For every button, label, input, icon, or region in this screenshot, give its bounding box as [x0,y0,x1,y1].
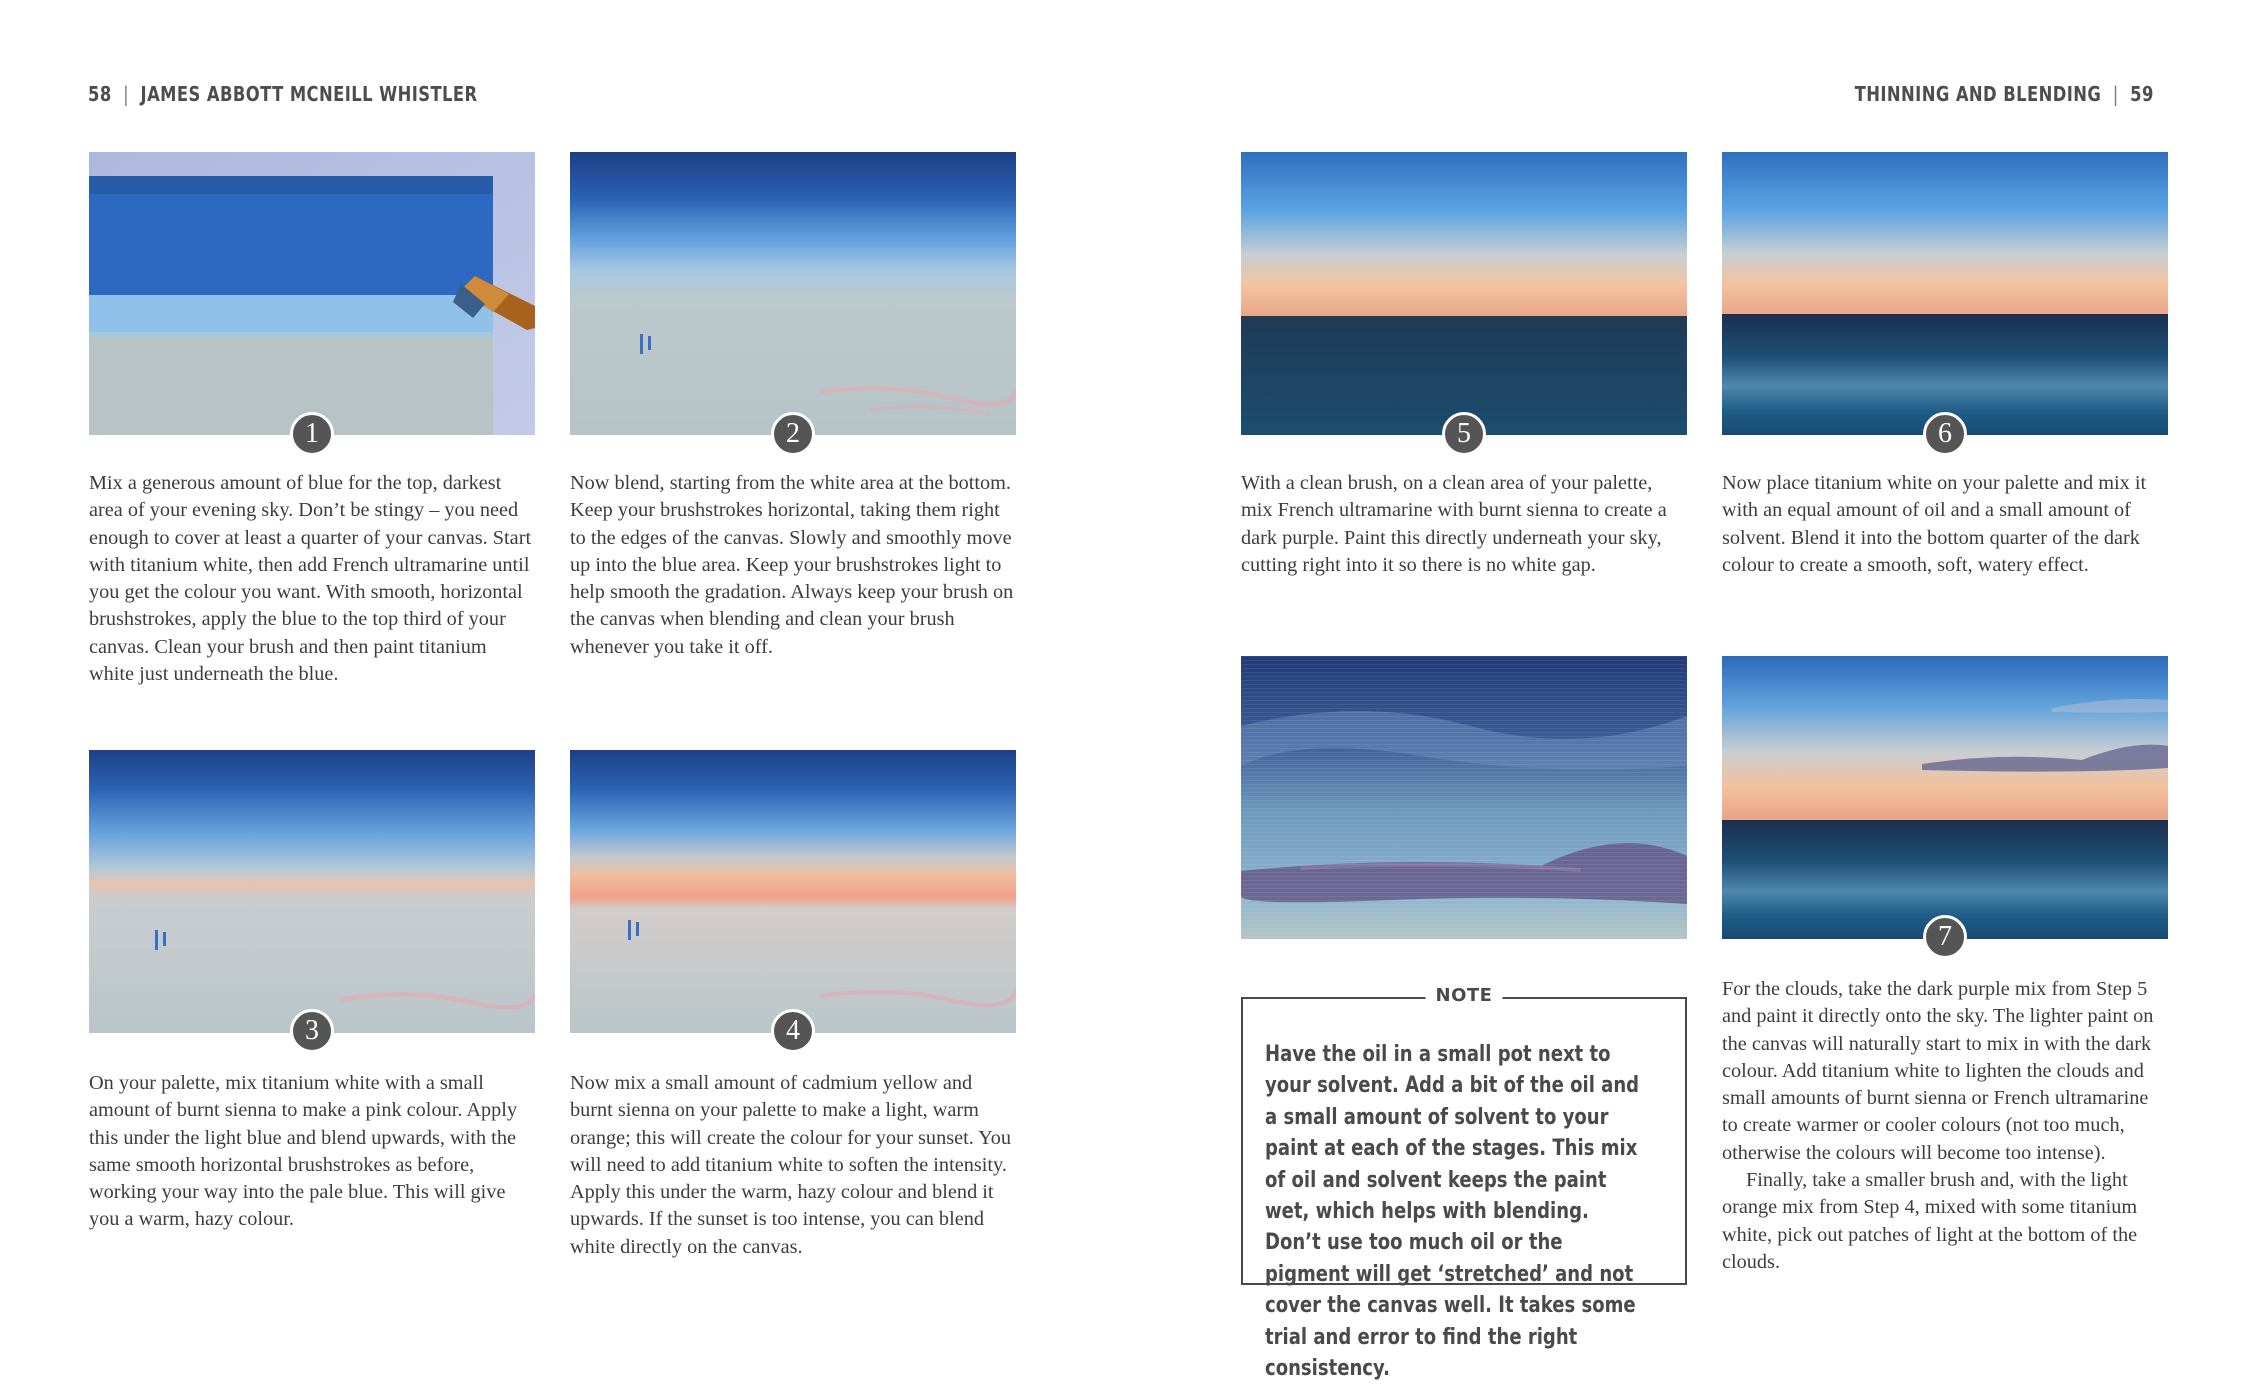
step-4-number-badge: 4 [771,1009,815,1053]
step-7-text: For the clouds, take the dark purple mix from Step 5 and paint it directly onto the sky. The lighter paint on the canvas will naturally start to mix in with the dark colour. Add titanium white to lighten the clouds and small amounts of burnt sienna or French ultramarine to create warmer or cooler colours (not too much, otherwise the colours will become too intense). [1722,978,2154,1164]
step-6-text: Now place titanium white on your palette and mix it with an equal amount of oil and a small amount of solvent. Blend it into the bottom quarter of the dark colour to create a smooth, soft, watery effect. [1722,472,2147,576]
step-5-number-badge: 5 [1442,412,1486,456]
step-4-photo [570,750,1016,1033]
step-2-number-badge: 2 [771,412,815,456]
step-5-photo [1241,152,1687,435]
note-box [1241,985,1687,1382]
step-1-photo [89,152,535,435]
step-7-number-badge: 7 [1923,915,1967,959]
step-1-number-badge: 1 [290,412,334,456]
header-separator: | [2112,82,2119,106]
step-7-caption [1722,976,2168,1276]
step-3-caption [89,1070,535,1234]
step-7-photo [1722,656,2168,939]
cloud-detail-photo [1241,656,1687,939]
right-running-head [1855,82,2154,106]
step-2-photo [570,152,1016,435]
right-chapter-title: THINNING AND BLENDING [1854,82,2102,106]
step-3-photo [89,750,535,1033]
header-separator: | [123,82,130,106]
left-page-number: 58 [88,82,112,106]
step-7-text-continued: Finally, take a smaller brush and, with the light orange mix from Step 4, mixed with some titanium white, pick out patches of light at the bottom of the clouds. [1722,1169,2138,1273]
step-6-photo [1722,152,2168,435]
left-book-title: JAMES ABBOTT MCNEILL WHISTLER [140,82,478,106]
step-1-caption [89,470,535,688]
left-running-head [88,82,478,106]
step-4-caption [570,1070,1016,1261]
step-6-number-badge: 6 [1923,412,1967,456]
step-2-text: Now blend, starting from the white area at the bottom. Keep your brushstrokes horizontal, taking them right to the edges of the canvas. Slowly and smoothly move up into the blue area. Keep your brushstrokes light to help smooth the gradation. Always keep your brush on the canvas when blending and clean your brush whenever you take it off. [570,472,1014,658]
step-5-text: With a clean brush, on a clean area of your palette, mix French ultramarine with burnt sienna to create a dark purple. Paint this directly underneath your sky, cutting right into it so there is no white gap. [1241,472,1667,576]
step-5-caption [1241,470,1687,579]
step-1-text: Mix a generous amount of blue for the top, darkest area of your evening sky. Don’t be stingy – you need enough to cover at least a quarter of your canvas. Start with titanium white, then add French ultramarine until you get the colour you want. With smooth, horizontal brushstrokes, apply the blue to the top third of your canvas. Clean your brush and then paint titanium white just underneath the blue. [89,472,532,686]
step-4-text: Now mix a small amount of cadmium yellow and burnt sienna on your palette to make a light, warm orange; this will create the colour for your sunset. You will need to add titanium white to soften the intensity. Apply this under the warm, hazy colour and blend it upwards. If the sunset is too intense, you can blend white directly on the canvas. [570,1072,1012,1258]
note-text: Have the oil in a small pot next to your solvent. Add a bit of the oil and a small amount of solvent to your paint at each of the stages. This mix of oil and solvent keeps the paint wet, which helps with blending. Don’t use too much oil or the pigment will get ‘stretched’ and not cover the canvas well. It takes some trial and error to find the right consistency. [1265,1042,1640,1382]
step-2-caption [570,470,1016,661]
note-title: NOTE [1426,985,1503,1006]
step-3-text: On your palette, mix titanium white with a small amount of burnt sienna to make a pink colour. Apply this under the light blue and blend upwards, with the same smooth horizontal brushstrokes as before, working your way into the pale blue. This will give you a warm, hazy colour. [89,1072,518,1231]
step-3-number-badge: 3 [290,1009,334,1053]
step-6-caption [1722,470,2168,579]
right-page-number: 59 [2130,82,2154,106]
